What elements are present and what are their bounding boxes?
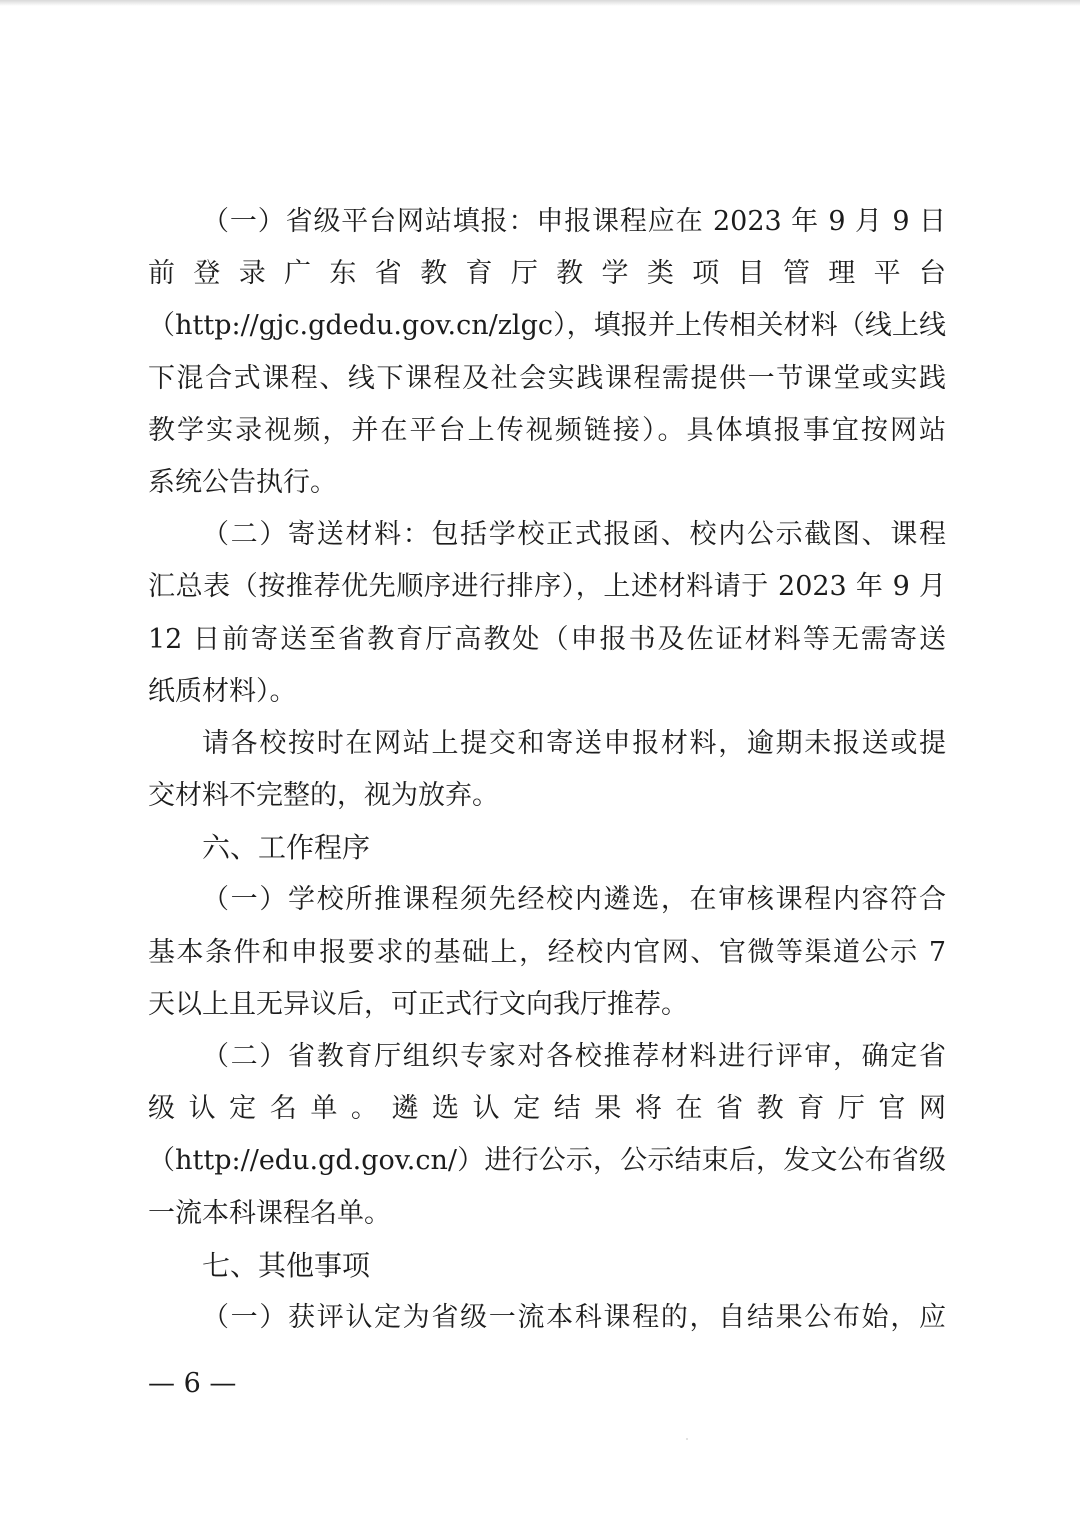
text-line: （一）省级平台网站填报：申报课程应在 2023 年 9 月 9 日 bbox=[202, 206, 946, 237]
text-line: （http://gjc.gdedu.gov.cn/zlgc），填报并上传相关材料（线上线 bbox=[148, 310, 946, 342]
text-line: 12 日前寄送至省教育厅高教处（申报书及佐证材料等无需寄送 bbox=[148, 623, 946, 655]
text-line: （一）学校所推课程须先经校内遴选，在审核课程内容符合 bbox=[202, 884, 946, 916]
text-line: 交材料不完整的，视为放弃。 bbox=[148, 780, 499, 812]
text-line: 汇总表（按推荐优先顺序进行排序），上述材料请于 2023 年 9 月 bbox=[148, 571, 946, 603]
text-line: 级认定名单。遴选认定结果将在省教育厅官网 bbox=[148, 1093, 946, 1125]
text-line: 教学实录视频，并在平台上传视频链接）。具体填报事宜按网站 bbox=[148, 414, 946, 446]
text-line: 纸质材料）。 bbox=[148, 675, 297, 707]
text-line: 基本条件和申报要求的基础上，经校内官网、官微等渠道公示 7 bbox=[148, 936, 946, 968]
text-line: 下混合式课程、线下课程及社会实践课程需提供一节课堂或实践 bbox=[148, 362, 946, 394]
text-line: 请各校按时在网站上提交和寄送申报材料，逾期未报送或提 bbox=[202, 727, 946, 759]
section-heading: 六、工作程序 bbox=[202, 831, 371, 865]
document-body bbox=[148, 196, 946, 1344]
section-heading: 七、其他事项 bbox=[202, 1248, 371, 1282]
scan-speck bbox=[686, 1438, 688, 1440]
page-number: — 6 — bbox=[148, 1368, 237, 1399]
paragraph bbox=[148, 1292, 946, 1344]
top-scan-edge bbox=[0, 0, 1080, 6]
paragraph bbox=[148, 718, 946, 822]
paragraph bbox=[148, 1031, 946, 1240]
text-line: 一流本科课程名单。 bbox=[148, 1197, 391, 1229]
text-line: （http://edu.gd.gov.cn/）进行公示，公示结束后，发文公布省级 bbox=[148, 1145, 946, 1177]
text-line: 前登录广东省教育厅教学类项目管理平台 bbox=[148, 258, 946, 290]
text-line: （二）寄送材料：包括学校正式报函、校内公示截图、课程 bbox=[202, 519, 946, 551]
paragraph bbox=[148, 196, 946, 509]
text-line: （二）省教育厅组织专家对各校推荐材料进行评审，确定省 bbox=[202, 1041, 946, 1072]
paragraph bbox=[148, 874, 946, 1031]
text-line: 系统公告执行。 bbox=[148, 466, 337, 498]
text-line: （一）获评认定为省级一流本科课程的，自结果公布始，应 bbox=[202, 1301, 946, 1333]
paragraph bbox=[148, 509, 946, 718]
text-line: 天以上且无异议后，可正式行文向我厅推荐。 bbox=[148, 988, 688, 1020]
